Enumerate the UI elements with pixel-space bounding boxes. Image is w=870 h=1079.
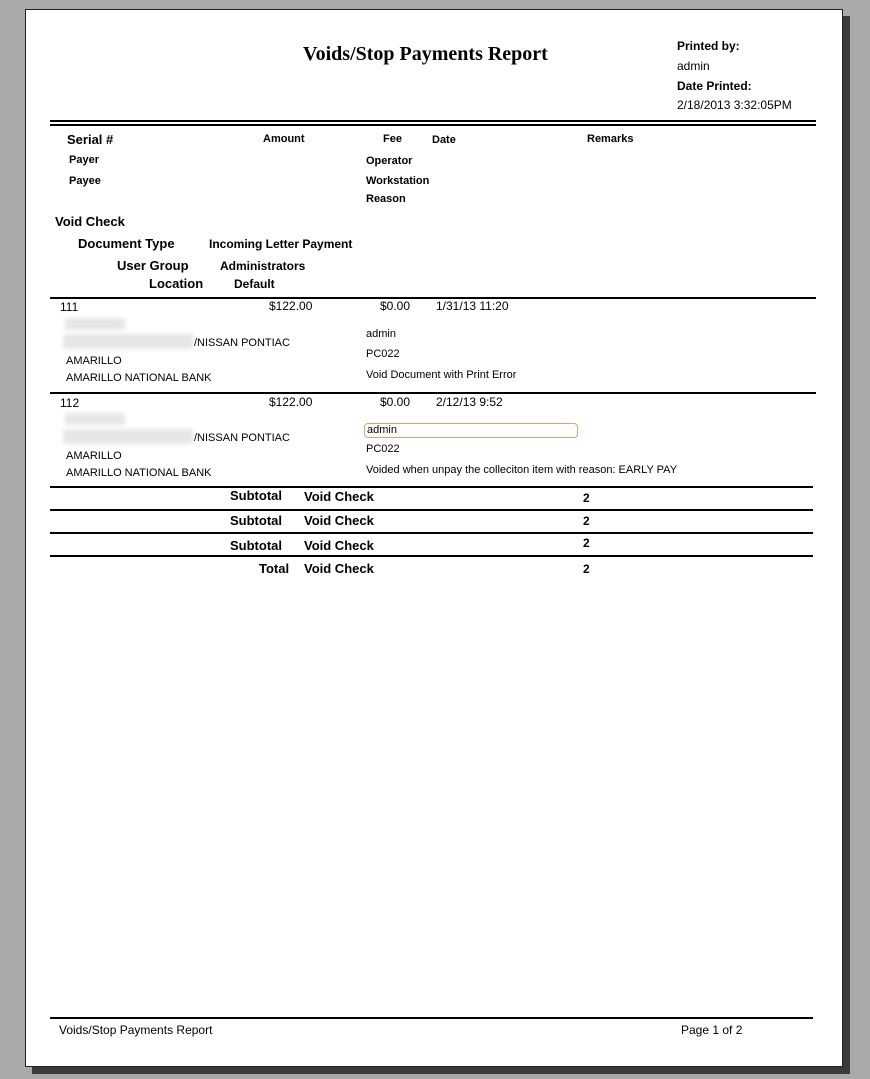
- group-title: Void Check: [55, 214, 125, 229]
- row-payee-bank: AMARILLO NATIONAL BANK: [66, 372, 212, 384]
- header-rule-top: [50, 120, 816, 122]
- row-workstation: PC022: [366, 348, 400, 360]
- header-rule-bottom: [50, 124, 816, 126]
- col-workstation: Workstation: [366, 175, 430, 187]
- col-operator: Operator: [366, 155, 413, 167]
- col-reason: Reason: [366, 193, 406, 205]
- row-amount: $122.00: [269, 299, 313, 313]
- redacted-payer-line2: [63, 429, 193, 444]
- date-printed-label: Date Printed:: [677, 79, 752, 93]
- row-payee-city: AMARILLO: [66, 355, 122, 367]
- row-date: 2/12/13 9:52: [436, 395, 503, 409]
- document-type-value: Incoming Letter Payment: [209, 237, 353, 251]
- subtotal-rule: [50, 532, 813, 534]
- printed-by-label: Printed by:: [677, 39, 740, 53]
- row-operator: admin: [367, 424, 397, 436]
- footer-title: Voids/Stop Payments Report: [59, 1023, 213, 1037]
- row-payer-suffix: /NISSAN PONTIAC: [194, 337, 290, 349]
- subtotal-label: Subtotal: [230, 513, 282, 528]
- col-fee: Fee: [383, 133, 402, 145]
- row-operator: admin: [366, 328, 396, 340]
- date-printed-value: 2/18/2013 3:32:05PM: [677, 98, 792, 112]
- subtotal-label: Subtotal: [230, 538, 282, 553]
- subtotal-type: Void Check: [304, 489, 374, 504]
- location-label: Location: [149, 276, 204, 291]
- total-label: Total: [259, 561, 290, 576]
- row-workstation: PC022: [366, 443, 400, 455]
- location-value: Default: [234, 277, 275, 291]
- subtotal-rule: [50, 486, 813, 488]
- row-serial: 111: [60, 300, 79, 314]
- subtotal-rule: [50, 509, 813, 511]
- subtotal-type: Void Check: [304, 513, 374, 528]
- subtotal-label: Subtotal: [230, 488, 282, 503]
- col-remarks: Remarks: [587, 133, 634, 145]
- row-amount: $122.00: [269, 395, 313, 409]
- row-fee: $0.00: [380, 395, 411, 409]
- col-payer: Payer: [69, 154, 99, 166]
- row-divider: [50, 297, 816, 299]
- redacted-payer-line2: [63, 334, 193, 349]
- user-group-label: User Group: [117, 258, 189, 273]
- col-amount: Amount: [263, 133, 305, 145]
- row-reason: Void Document with Print Error: [366, 369, 517, 381]
- subtotal-count: 2: [583, 536, 590, 550]
- row-reason: Voided when unpay the colleciton item with reason: EARLY PAY: [366, 464, 678, 476]
- document-type-label: Document Type: [78, 236, 175, 251]
- total-rule: [50, 555, 813, 557]
- printed-by-value: admin: [677, 59, 710, 73]
- col-payee: Payee: [69, 175, 101, 187]
- row-serial: 112: [60, 396, 80, 410]
- subtotal-type: Void Check: [304, 538, 374, 553]
- report-title: Voids/Stop Payments Report: [303, 43, 548, 65]
- footer-rule: [50, 1017, 813, 1019]
- subtotal-count: 2: [583, 491, 590, 505]
- row-payer-suffix: /NISSAN PONTIAC: [194, 432, 290, 444]
- redacted-payer-line1: [65, 413, 125, 425]
- redacted-payer-line1: [65, 318, 125, 330]
- col-serial: Serial #: [67, 132, 114, 147]
- total-count: 2: [583, 562, 590, 576]
- row-fee: $0.00: [380, 299, 411, 313]
- subtotal-count: 2: [583, 514, 590, 528]
- row-payee-city: AMARILLO: [66, 450, 122, 462]
- row-divider: [50, 392, 816, 394]
- page-number: Page 1 of 2: [681, 1023, 743, 1037]
- total-type: Void Check: [304, 561, 374, 576]
- row-payee-bank: AMARILLO NATIONAL BANK: [66, 467, 212, 479]
- row-date: 1/31/13 11:20: [436, 299, 509, 313]
- user-group-value: Administrators: [220, 259, 306, 273]
- col-date: Date: [432, 134, 456, 146]
- report-page: [25, 9, 843, 1067]
